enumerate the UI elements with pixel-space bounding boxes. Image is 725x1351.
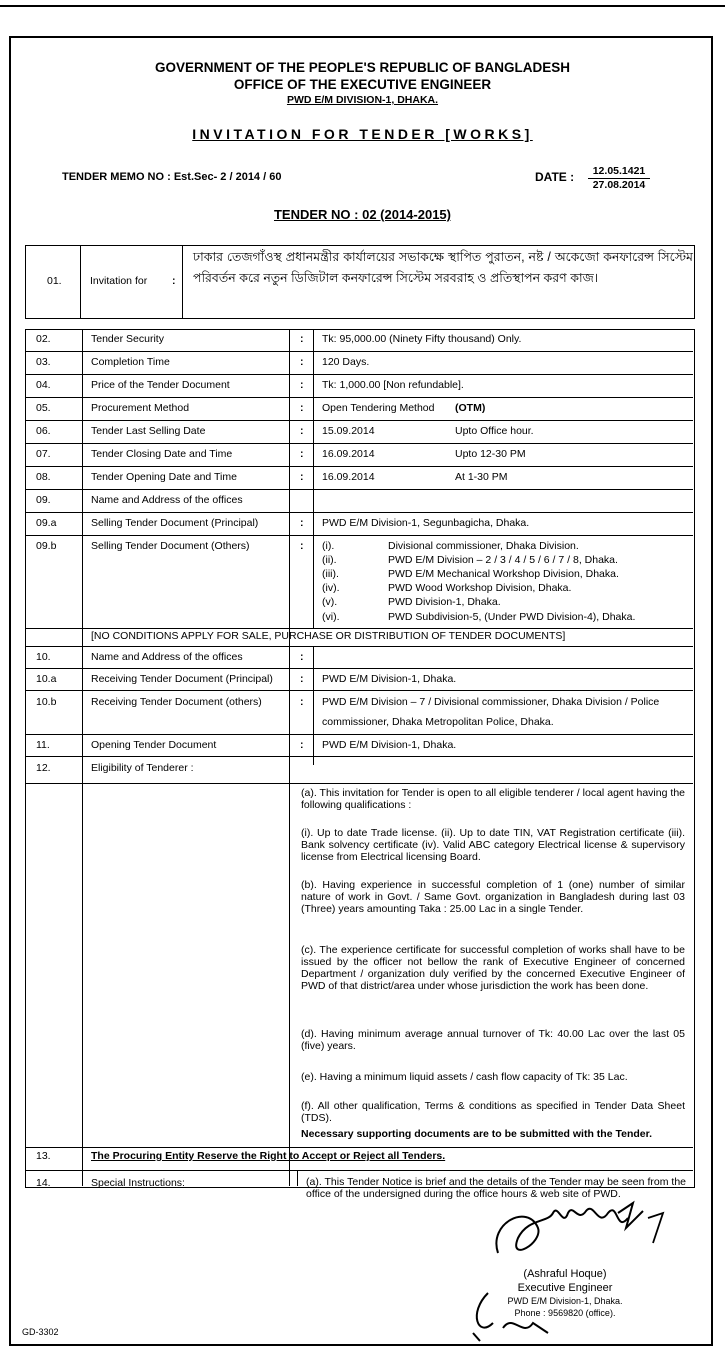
col-divider-colon-2: [313, 647, 314, 765]
row-12-right-divider: [289, 783, 290, 1147]
row-07-no: 07.: [36, 448, 51, 460]
eligibility-a: (a). This invitation for Tender is open to all eligible tenderer / local agent having the following qualifications :: [301, 787, 685, 811]
row-12-left-divider: [82, 783, 83, 1147]
row-line: [25, 1170, 693, 1171]
row-13-no: 13.: [36, 1150, 51, 1162]
row-14-text: (a). This Tender Notice is brief and the details of the Tender may be seen from the office of the undersigned during the office hours & web site of PWD.: [306, 1176, 686, 1200]
row-05-label: Procurement Method: [91, 402, 190, 414]
row-line: [25, 466, 693, 467]
row-10b-colon: :: [300, 696, 304, 708]
row-09b-colon: :: [300, 540, 304, 552]
row-10a-label: Receiving Tender Document (Principal): [91, 673, 273, 685]
row-02-value: Tk: 95,000.00 (Ninety Fifty thousand) Only.: [322, 333, 522, 345]
row-01-divider: [182, 245, 183, 318]
eligibility-b: (b). Having experience in successful completion of 1 (one) number of similar nature of work in Govt. / Same Govt. organization in Bangladesh during last 03 (Three) years amounting Taka : 25.00 Lac in a single Tender.: [301, 879, 685, 915]
list-item-text: PWD Subdivision-5, (Under PWD Division-4), Dhaka.: [388, 611, 636, 623]
row-line: [25, 646, 693, 647]
row-10a-colon: :: [300, 673, 304, 685]
header-division: PWD E/M DIVISION-1, DHAKA.: [286, 94, 439, 106]
col-divider-colon-3: [297, 1170, 298, 1186]
list-item-num: (i).: [322, 540, 335, 552]
tender-number: TENDER NO : 02 (2014-2015): [273, 207, 451, 222]
row-10b-label: Receiving Tender Document (others): [91, 696, 262, 708]
eligibility-f: (f). All other qualification, Terms & conditions as specified in Tender Data Sheet (TDS).: [301, 1100, 685, 1124]
row-08-value: 16.09.2014: [322, 471, 375, 483]
row-10b-line1: PWD E/M Division – 7 / Divisional commissioner, Dhaka Division / Police: [322, 696, 660, 708]
eligibility-f-note: Necessary supporting documents are to be submitted with the Tender.: [301, 1128, 653, 1140]
row-12-no: 12.: [36, 762, 51, 774]
row-04-no: 04.: [36, 379, 51, 391]
row-line: [25, 374, 693, 375]
eligibility-d: (d). Having minimum average annual turnover of Tk: 40.00 Lac over the last 05 (five) years.: [301, 1028, 685, 1052]
top-rule: [0, 5, 725, 7]
row-13-divider: [82, 1147, 83, 1170]
date-label: DATE :: [535, 170, 575, 184]
row-09a-value: PWD E/M Division-1, Segunbagicha, Dhaka.: [322, 517, 530, 529]
row-10b-line2: commissioner, Dhaka Metropolitan Police, Dhaka.: [322, 716, 554, 728]
row-01-text: ঢাকার তেজগাঁওস্থ প্রধানমন্ত্রীর কার্যালয়ের সভাকক্ষে স্থাপিত পুরাতন, নষ্ট / অকেজো কনফারেন্স সিস্টেম পরিবর্তন করে নতুন ডিজিটাল কনফারেন্স সিস্টেম সরবরাহ ও প্রতিস্থাপন করণ কাজ।: [193, 250, 693, 285]
row-line: [25, 668, 693, 669]
row-10-no: 10.: [36, 651, 51, 663]
row-05-value: Open Tendering Method: [322, 402, 435, 414]
row-04-colon: :: [300, 379, 304, 391]
row-10-colon: :: [300, 651, 304, 663]
row-06-value: 15.09.2014: [322, 425, 375, 437]
list-item-num: (iv).: [322, 582, 340, 594]
tender-memo-no: TENDER MEMO NO : Est.Sec- 2 / 2014 / 60: [62, 171, 282, 183]
row-05-no: 05.: [36, 402, 51, 414]
row-03-no: 03.: [36, 356, 51, 368]
row-line: [25, 535, 693, 536]
row-01-colon: :: [172, 275, 176, 287]
row-07-extra: Upto 12-30 PM: [455, 448, 526, 460]
eligibility-c: (c). The experience certificate for successful completion of works shall have to be issued by the officer not bellow the rank of Executive Engineer of concerned Department / organization duly verified by the concerned Executive Engineer of PWD of that district/area under whose jurisdiction the work has been done.: [301, 944, 685, 992]
row-08-extra: At 1-30 PM: [455, 471, 508, 483]
list-item-num: (vi).: [322, 611, 340, 623]
list-item-text: Divisional commissioner, Dhaka Division.: [388, 540, 579, 552]
signatory-name: (Ashraful Hoque): [523, 1268, 607, 1280]
signatory-phone: Phone : 9569820 (office).: [514, 1308, 616, 1318]
list-item-text: PWD E/M Division – 2 / 3 / 4 / 5 / 6 / 7 / 8, Dhaka.: [388, 554, 618, 566]
row-line: [25, 397, 693, 398]
row-08-no: 08.: [36, 471, 51, 483]
row-13-text: The Procuring Entity Reserve the Right to Accept or Reject all Tenders.: [91, 1150, 446, 1162]
list-item-text: PWD E/M Mechanical Workshop Division, Dhaka.: [388, 568, 619, 580]
row-14-label: Special Instructions:: [91, 1177, 185, 1189]
list-item-text: PWD Division-1, Dhaka.: [388, 596, 501, 608]
row-01-label: Invitation for: [90, 275, 148, 287]
row-09-label: Name and Address of the offices: [91, 494, 243, 506]
row-05-colon: :: [300, 402, 304, 414]
row-line: [25, 734, 693, 735]
row-line: [25, 420, 693, 421]
row-10-label: Name and Address of the offices: [91, 651, 243, 663]
footer-code: GD-3302: [22, 1327, 59, 1337]
list-item-text: PWD Wood Workshop Division, Dhaka.: [388, 582, 572, 594]
row-09a-colon: :: [300, 517, 304, 529]
row-01-no: 01.: [47, 275, 62, 287]
row-line: [25, 628, 693, 629]
header-government: GOVERNMENT OF THE PEOPLE'S REPUBLIC OF BANGLADESH: [155, 60, 570, 75]
row-02-no: 02.: [36, 333, 51, 345]
row-04-value: Tk: 1,000.00 [Non refundable].: [322, 379, 464, 391]
row-11-value: PWD E/M Division-1, Dhaka.: [322, 739, 457, 751]
row-03-value: 120 Days.: [322, 356, 370, 368]
row-05-extra: (OTM): [455, 402, 486, 414]
row-06-no: 06.: [36, 425, 51, 437]
row-09-no: 09.: [36, 494, 51, 506]
row-line: [25, 783, 693, 784]
no-conditions-note: [NO CONDITIONS APPLY FOR SALE, PURCHASE OR DISTRIBUTION OF TENDER DOCUMENTS]: [91, 630, 566, 642]
row-line: [25, 756, 693, 757]
row-06-colon: :: [300, 425, 304, 437]
date-english: 27.08.2014: [592, 179, 646, 191]
row-06-extra: Upto Office hour.: [455, 425, 534, 437]
signature-block: [470, 1267, 660, 1319]
row-10a-value: PWD E/M Division-1, Dhaka.: [322, 673, 457, 685]
document-title: INVITATION FOR TENDER [WORKS]: [192, 126, 533, 142]
row-09a-no: 09.a: [36, 517, 57, 529]
signatory-office: PWD E/M Division-1, Dhaka.: [507, 1296, 623, 1306]
row-09b-label: Selling Tender Document (Others): [91, 540, 250, 552]
signatory-designation: Executive Engineer: [517, 1282, 613, 1294]
row-02-colon: :: [300, 333, 304, 345]
header-office: OFFICE OF THE EXECUTIVE ENGINEER: [233, 77, 492, 92]
row-08-label: Tender Opening Date and Time: [91, 471, 237, 483]
row-07-label: Tender Closing Date and Time: [91, 448, 233, 460]
eligibility-a-items: (i). Up to date Trade license. (ii). Up to date TIN, VAT Registration certificate (iii). Bank solvency certificate (iv). Valid ABC category Electrical license & supervisory license from Electrical licensing Board.: [301, 827, 685, 863]
date-bangla: 12.05.1421: [588, 165, 650, 179]
row-01-divider: [80, 245, 81, 318]
row-09b-no: 09.b: [36, 540, 57, 552]
row-06-label: Tender Last Selling Date: [91, 425, 206, 437]
row-03-label: Completion Time: [91, 356, 170, 368]
row-07-value: 16.09.2014: [322, 448, 375, 460]
row-line: [25, 489, 693, 490]
list-item-num: (ii).: [322, 554, 337, 566]
row-line: [25, 512, 693, 513]
row-09a-label: Selling Tender Document (Principal): [91, 517, 259, 529]
row-10a-no: 10.a: [36, 673, 57, 685]
list-item-num: (v).: [322, 596, 338, 608]
row-line: [25, 690, 693, 691]
row-12-label: Eligibility of Tenderer :: [91, 762, 194, 774]
row-11-label: Opening Tender Document: [91, 739, 217, 751]
row-08-colon: :: [300, 471, 304, 483]
row-line: [25, 443, 693, 444]
row-10b-no: 10.b: [36, 696, 57, 708]
row-02-label: Tender Security: [91, 333, 164, 345]
row-14-no: 14.: [36, 1177, 51, 1189]
row-line: [25, 351, 693, 352]
row-line: [25, 1147, 693, 1148]
row-07-colon: :: [300, 448, 304, 460]
handwritten-signature: [468, 1183, 678, 1343]
row-04-label: Price of the Tender Document: [91, 379, 230, 391]
row-11-no: 11.: [36, 739, 50, 751]
list-item-num: (iii).: [322, 568, 339, 580]
eligibility-e: (e). Having a minimum liquid assets / cash flow capacity of Tk: 35 Lac.: [301, 1071, 628, 1083]
date-values: [588, 165, 650, 191]
row-03-colon: :: [300, 356, 304, 368]
row-11-colon: :: [300, 739, 304, 751]
